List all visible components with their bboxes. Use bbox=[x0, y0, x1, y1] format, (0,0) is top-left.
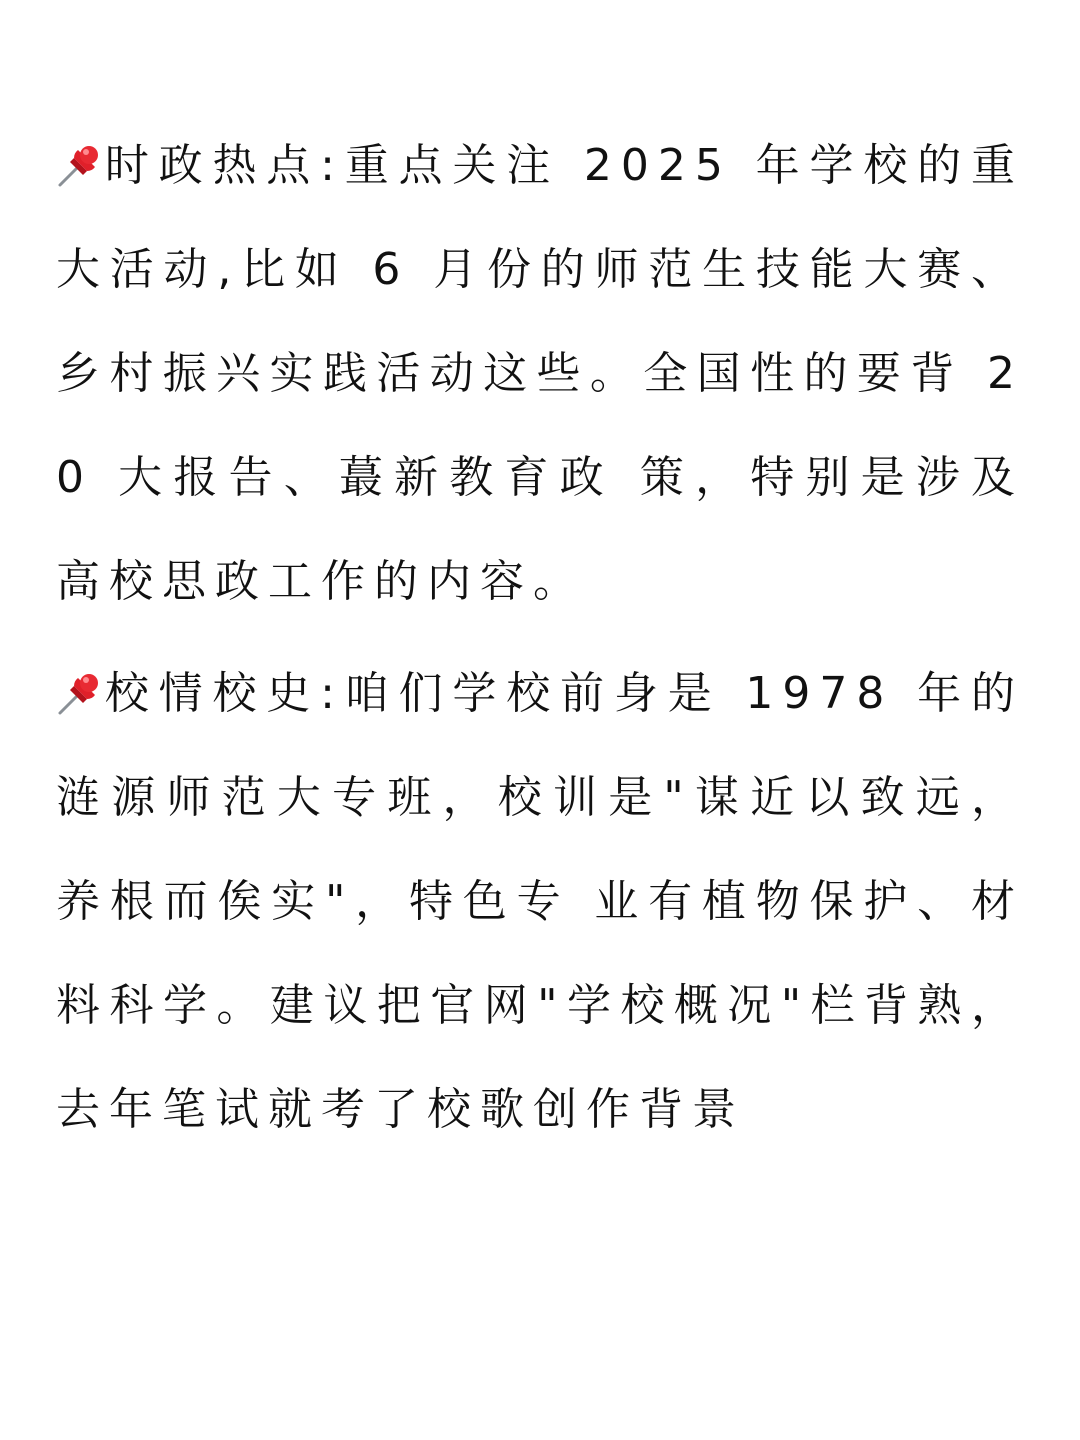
pushpin-icon bbox=[56, 670, 102, 716]
pushpin-icon bbox=[56, 142, 102, 188]
paragraph-current-affairs bbox=[56, 114, 1024, 634]
paragraph-school-history bbox=[56, 642, 1024, 1162]
paragraph-text: 时政热点:重点关注 2025 年学校的重大活动,比如 6 月份的师范生技能大赛、乡村振兴实践活动这些。全国性的要背 20 大报告、蕞新教育政 策，特别是涉及高校思政工作的内容。 bbox=[56, 140, 1024, 607]
paragraph-text: 校情校史:咱们学校前身是 1978 年的涟源师范大专班，校训是"谋近以致远，养根而俟实"，特色专 业有植物保护、材料科学。建议把官网"学校概况"栏背熟，去年笔试就考了校歌创作背景 bbox=[56, 668, 1024, 1135]
